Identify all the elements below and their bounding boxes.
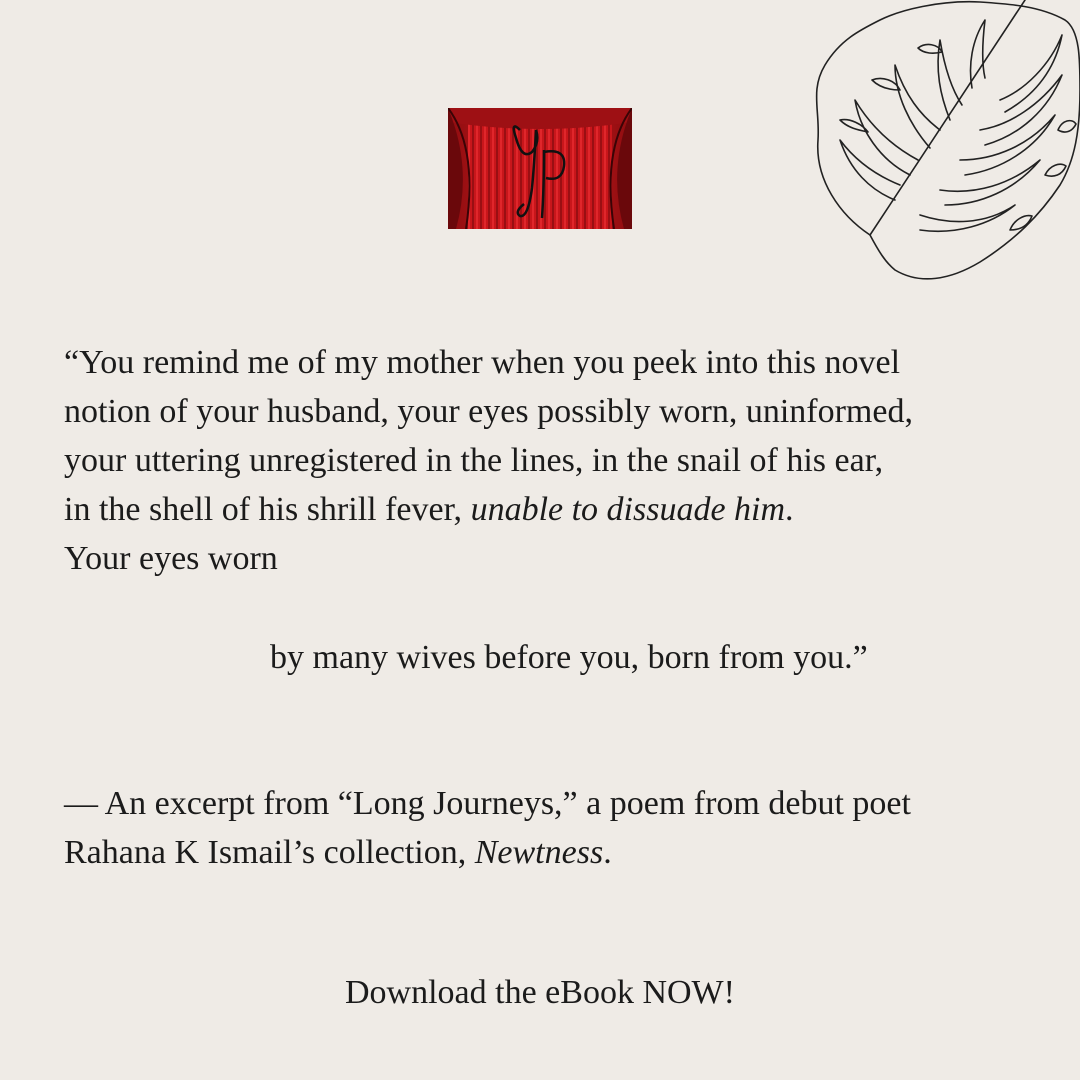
excerpt-attribution <box>64 779 1044 877</box>
poem-line-text: in the shell of his shrill fever, <box>64 491 471 528</box>
monstera-leaf-decoration <box>800 0 1080 285</box>
poem-line: your uttering unregistered in the lines, in the snail of his ear, <box>64 442 884 479</box>
poem-line-italic: unable to dissuade him <box>470 491 786 528</box>
poem-excerpt <box>64 338 1044 682</box>
theater-curtain-logo-icon <box>448 108 632 229</box>
attribution-text: Rahana K Ismail’s collection, <box>64 834 475 871</box>
attribution-line <box>64 828 1044 877</box>
collection-title: Newtness <box>474 834 604 871</box>
monstera-leaf-icon <box>800 0 1080 285</box>
poem-line <box>64 485 1044 534</box>
attribution-line: — An excerpt from “Long Journeys,” a poem from debut poet <box>64 785 911 822</box>
attribution-punctuation: . <box>603 834 612 871</box>
poem-line-punctuation: . <box>785 491 794 528</box>
poem-line: Your eyes worn <box>64 540 278 577</box>
download-call-to-action: Download the eBook NOW! <box>345 974 735 1011</box>
poem-line: “You remind me of my mother when you peek into this novel <box>64 344 901 381</box>
poem-line: notion of your husband, your eyes possibly worn, uninformed, <box>64 393 913 430</box>
publisher-logo <box>448 108 632 229</box>
poem-line-indented: by many wives before you, born from you.” <box>270 639 868 676</box>
